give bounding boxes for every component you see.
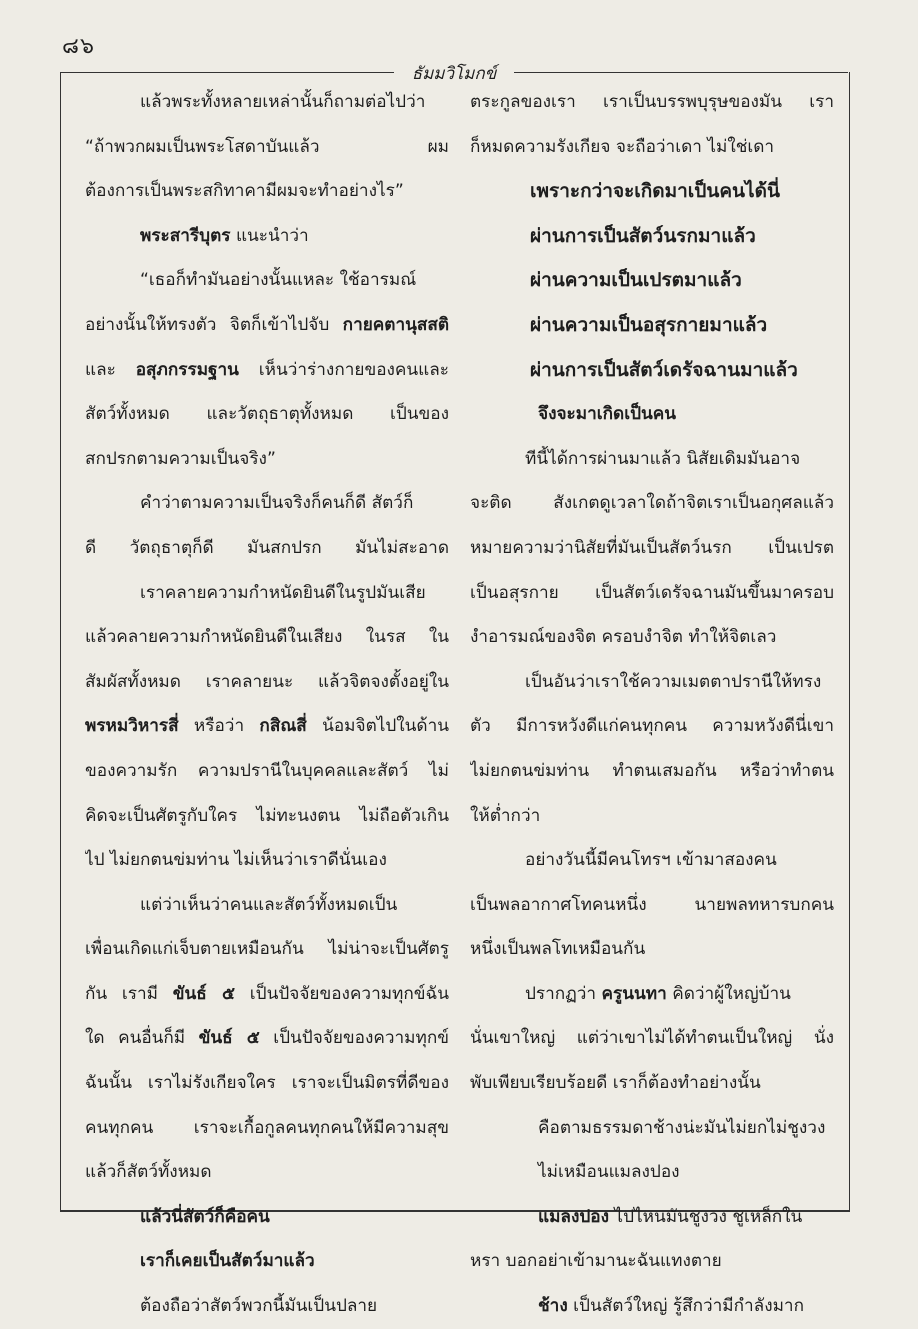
text-line [85,303,449,348]
running-title: ธัมมวิโมกข์ [411,64,497,84]
text-line: ฉันนั้น เราไม่รังเกียจใคร เราจะเป็นมิตรที่ดีของ [85,1073,449,1094]
text-segment: ปรากฏว่า [525,983,602,1004]
text-line [85,214,449,259]
text-line: จะติด สังเกตดูเวลาใดถ้าจิตเราเป็นอกุศลแล้ว [470,493,834,514]
text-line: ผ่านการเป็นสัตว์เดรัจฉานมาแล้ว [530,358,798,381]
bold-term: กายคตานุสสติ [342,314,449,335]
text-segment: เห็นว่าร่างกายของคนและ [238,359,449,380]
text-line: สัตว์ทั้งหมด และวัตถุธาตุทั้งหมด เป็นของ [85,404,449,425]
bold-term: ช้าง [538,1296,568,1317]
text-line: เป็นอสุรกาย เป็นสัตว์เดรัจฉานมันขึ้นมาครอบ [470,582,834,603]
right-column [470,80,834,1329]
bold-term: อสุภกรรมฐาน [135,359,239,380]
text-line: สกปรกตามความเป็นจริง” [85,448,276,469]
text-line: แล้วพระทั้งหลายเหล่านั้นก็ถามต่อไปว่า [140,92,426,112]
text-line: ทีนี้ได้การผ่านมาแล้ว นิสัยเดิมมันอาจ [525,448,801,469]
text-line: ผ่านความเป็นเปรตมาแล้ว [530,269,742,292]
left-column [85,80,449,1329]
text-line: แล้วก็สัตว์ทั้งหมด [85,1162,212,1183]
text-line: ผ่านความเป็นอสุรกายมาแล้ว [530,313,768,336]
text-line [85,972,449,1017]
text-line: จึงจะมาเกิดเป็นคน [538,404,676,425]
text-line: ผ่านการเป็นสัตว์นรกมาแล้ว [530,224,756,247]
text-line: อย่างวันนี้มีคนโทรฯ เข้ามาสองคน [525,850,777,871]
text-segment: หรือว่า [178,716,260,737]
text-segment: เป็นปัจจัยของความทุกข์ฉัน [235,983,449,1004]
text-line: พับเพียบเรียบร้อยดี เราก็ต้องทำอย่างนั้น [470,1073,761,1094]
text-line: ต้องการเป็นพระสกิทาคามีผมจะทำอย่างไร” [85,181,404,202]
text-segment: คิดว่าผู้ใหญ่บ้าน [666,983,791,1004]
text-line: งำอารมณ์ของจิต ครอบงำจิต ทำให้จิตเลว [470,627,777,648]
text-line: เราคลายความกำหนัดยินดีในรูปมันเสีย [140,582,426,603]
text-line: ดี วัตถุธาตุก็ดี มันสกปรก มันไม่สะอาด [85,537,449,558]
text-line: คำว่าตามความเป็นจริงก็คนก็ดี สัตว์ก็ [140,493,414,514]
text-line: เป็นอันว่าเราใช้ความเมตตาปรานีให้ทรง [525,671,822,692]
text-line: ก็หมดความรังเกียจ จะถือว่าเดา ไม่ใช่เดา [470,136,775,157]
text-line: เป็นพลอากาศโทคนหนึ่ง นายพลทหารบกคน [470,894,834,915]
text-line [85,348,449,393]
text-segment: เป็นสัตว์ใหญ่ รู้สึกว่ามีกำลังมาก [567,1296,804,1317]
page-number: ๘๖ [62,34,95,59]
text-line: เพราะกว่าจะเกิดมาเป็นคนได้นี่ [530,180,780,203]
bold-term: ขันธ์ ๕ [198,1028,260,1049]
text-line: ไม่เหมือนแมลงปอง [538,1162,680,1183]
bold-term: แมลงปอง [538,1206,609,1227]
text-line: คิดจะเป็นศัตรูกับใคร ไม่ทะนงตน ไม่ถือตัวเกิน [85,805,449,826]
text-segment: ใด คนอื่นก็มี [85,1028,199,1049]
text-line: ให้ต่ำกว่า [470,805,541,826]
text-segment: เป็นปัจจัยของความทุกข์ [259,1028,449,1049]
text-line: เราก็เคยเป็นสัตว์มาแล้ว [140,1251,315,1272]
text-line: ไม่ยกตนข่มท่าน ทำตนเสมอกัน หรือว่าทำตน [470,760,834,781]
text-segment: และ [85,359,136,380]
text-line [470,1195,834,1240]
text-line: เพื่อนเกิดแก่เจ็บตายเหมือนกัน ไม่น่าจะเป็นศัตรู [85,939,449,960]
text-segment: แนะนำว่า [230,225,309,246]
text-line: ตระกูลของเรา เราเป็นบรรพบุรุษของมัน เรา [470,92,834,112]
text-line: “ถ้าพวกผมเป็นพระโสดาบันแล้ว ผม [85,136,449,157]
text-segment: น้อมจิตไปในด้าน [306,716,449,737]
text-line: หมายความว่านิสัยที่มันเป็นสัตว์นรก เป็นเปรต [470,537,834,558]
text-segment: อย่างนั้นให้ทรงตัว จิตก็เข้าไปจับ [85,314,343,335]
bold-term: ขันธ์ ๕ [172,983,236,1004]
text-line: คือตามธรรมดาช้างน่ะมันไม่ยกไม่ชูงวง [538,1117,826,1138]
text-line: แล้วนี่สัตว์ก็คือคน [140,1206,270,1227]
text-line: หนึ่งเป็นพลโทเหมือนกัน [470,939,646,960]
text-line [470,972,834,1017]
text-segment: กัน เรามี [85,983,173,1004]
text-line: แต่ว่าเห็นว่าคนและสัตว์ทั้งหมดเป็น [140,894,398,915]
text-line: ต้องถือว่าสัตว์พวกนี้มันเป็นปลาย [140,1296,378,1317]
text-segment: ไปไหนมันชูงวง ชูเหล็กใน [608,1206,803,1227]
text-line: ของความรัก ความปรานีในบุคคลและสัตว์ ไม่ [85,760,449,781]
text-line [85,1016,449,1061]
text-line: คนทุกคน เราจะเกื้อกูลคนทุกคนให้มีความสุข [85,1117,449,1138]
text-line [85,704,449,749]
text-line: หรา บอกอย่าเข้ามานะฉันแทงตาย [470,1251,722,1272]
bold-term: กสิณสี่ [259,716,307,737]
text-line: “เธอก็ทำมันอย่างนั้นแหละ ใช้อารมณ์ [140,270,417,291]
bold-term: พรหมวิหารสี่ [85,716,179,737]
text-line: สัมผัสทั้งหมด เราคลายนะ แล้วจิตจงตั้งอยู่ใน [85,671,449,692]
text-line: แล้วคลายความกำหนัดยินดีในเสียง ในรส ใน [85,627,449,648]
text-line: นั่นเขาใหญ่ แต่ว่าเขาไม่ได้ทำตนเป็นใหญ่ นั่ง [470,1028,834,1049]
bold-term: ครูนนทา [601,983,667,1004]
text-line: ไป ไม่ยกตนข่มท่าน ไม่เห็นว่าเราดีนั่นเอง [85,850,387,871]
text-line: ตัว มีการหวังดีแก่คนทุกคน ความหวังดีนี่เขา [470,716,834,737]
bold-term: พระสารีบุตร [140,225,231,246]
